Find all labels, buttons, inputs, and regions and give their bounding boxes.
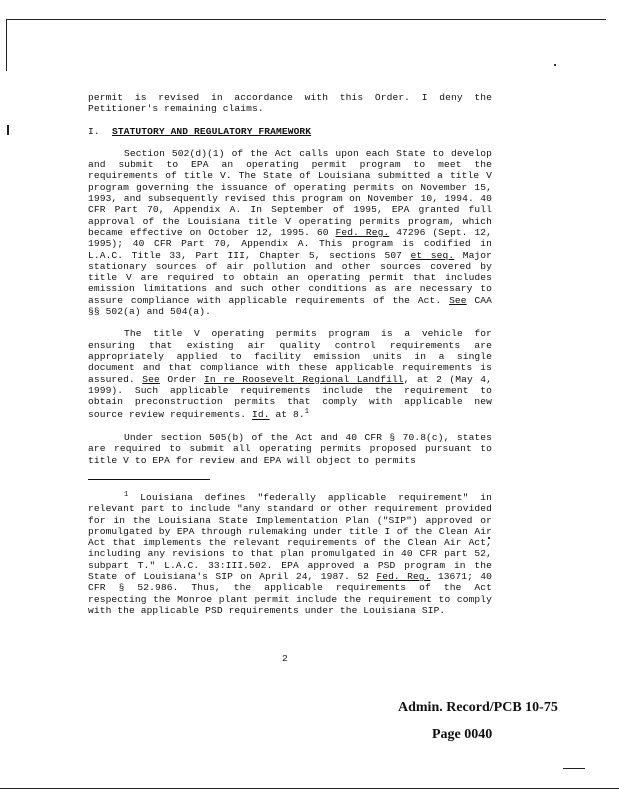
document-body xyxy=(88,92,492,616)
footnote-reference: 1 xyxy=(304,408,310,417)
citation-see: See xyxy=(142,373,160,385)
paragraph-section-505: Under section 505(b) of the Act and 40 CFR § 70.8(c), states are required to submit all operating permits proposed pursuant to title V to EPA for review and EPA will object to permits xyxy=(88,431,492,466)
footnote: $^1$ Louisiana defines "federally applicable requirement" in relevant part to include "any standard or other requirement provided for in the Louisiana State Implementation Plan ("SIP") approved or promulgated by EPA through rulemaking under title I of the Clean Air Act that implements the relevant requirements of the Clean Air Act, including any revisions to that plan promulgated in 40 CFR part 52, subpart T." L.A.C. 33:III.502. EPA approved a PSD program in the State of Louisiana's SIP on April 24, 1987. 52 Fed. Reg. 13671; 40 CFR § 52.986. Thus, the applicable requirements of the Act respecting the Monroe plant permit include the requirement to comply with the applicable PSD requirements under the Louisiana SIP. xyxy=(88,490,493,616)
citation-fed-reg: Fed. Reg. xyxy=(335,226,390,238)
citation-et-seq: et seq. xyxy=(410,249,455,261)
opening-paragraph: permit is revised in accordance with this Order. I deny the Petitioner's remaining claims. xyxy=(88,92,492,115)
scan-border-top xyxy=(6,19,606,20)
scan-mark-bottom-right xyxy=(563,768,585,769)
paragraph-framework: Section 502(d)(1) of the Act calls upon each State to develop and submit to EPA an operating permit program to meet the requirements of title V. The State of Louisiana submitted a title V program governing the issuance of operating permits on November 15, 1993, and subsequently revised this program on November 10, 1994. 40 CFR Part 70, Appendix A. In September of 1995, EPA granted full approval of the Louisiana title V operating permits program, which became effective on October 12, 1995. 60 Fed. Reg. 47296 (Sept. 12, 1995); 40 CFR Part 70, Appendix A. This program is codified in L.A.C. Title 33, Part III, Chapter 5, sections 507 et seq. Major stationary sources of air pollution and other sources covered by title V are required to obtain an operating permit that includes emission limitations and such other conditions as are necessary to assure compliance with applicable requirements of the Act. See CAA §§ 502(a) and 504(a). xyxy=(88,147,493,318)
scan-mark-left xyxy=(7,125,9,135)
section-heading xyxy=(88,126,492,137)
scan-border-left xyxy=(6,19,7,71)
paragraph-title-v: The title V operating permits program is a vehicle for ensuring that existing air quality control requirements are appropriately applied to facility emission units in a single document and that compliance with these applicable requirements is assured. See Order In re Roosevelt Regional Landfill, at 2 (May 4, 1999). Such applicable requirements include the requirement to obtain preconstruction permits that comply with applicable new source review requirements. Id. at 8.$^1$ xyxy=(88,328,492,421)
citation-id: Id. xyxy=(252,409,270,421)
case-name: In re Roosevelt Regional Landfill xyxy=(204,373,404,385)
admin-record-stamp: Admin. Record/PCB 10-75 xyxy=(398,700,558,715)
footnote-divider xyxy=(88,479,210,480)
scan-border-bottom xyxy=(0,788,619,789)
page-stamp: Page 0040 xyxy=(432,727,493,742)
section-number: I. xyxy=(88,125,100,137)
citation-see: See xyxy=(449,294,467,306)
section-title: STATUTORY AND REGULATORY FRAMEWORK xyxy=(112,125,312,137)
page-number: 2 xyxy=(282,653,288,664)
citation-fed-reg: Fed. Reg. xyxy=(376,571,431,583)
scan-speck xyxy=(554,64,556,66)
footnote-marker: 1 xyxy=(124,490,129,499)
